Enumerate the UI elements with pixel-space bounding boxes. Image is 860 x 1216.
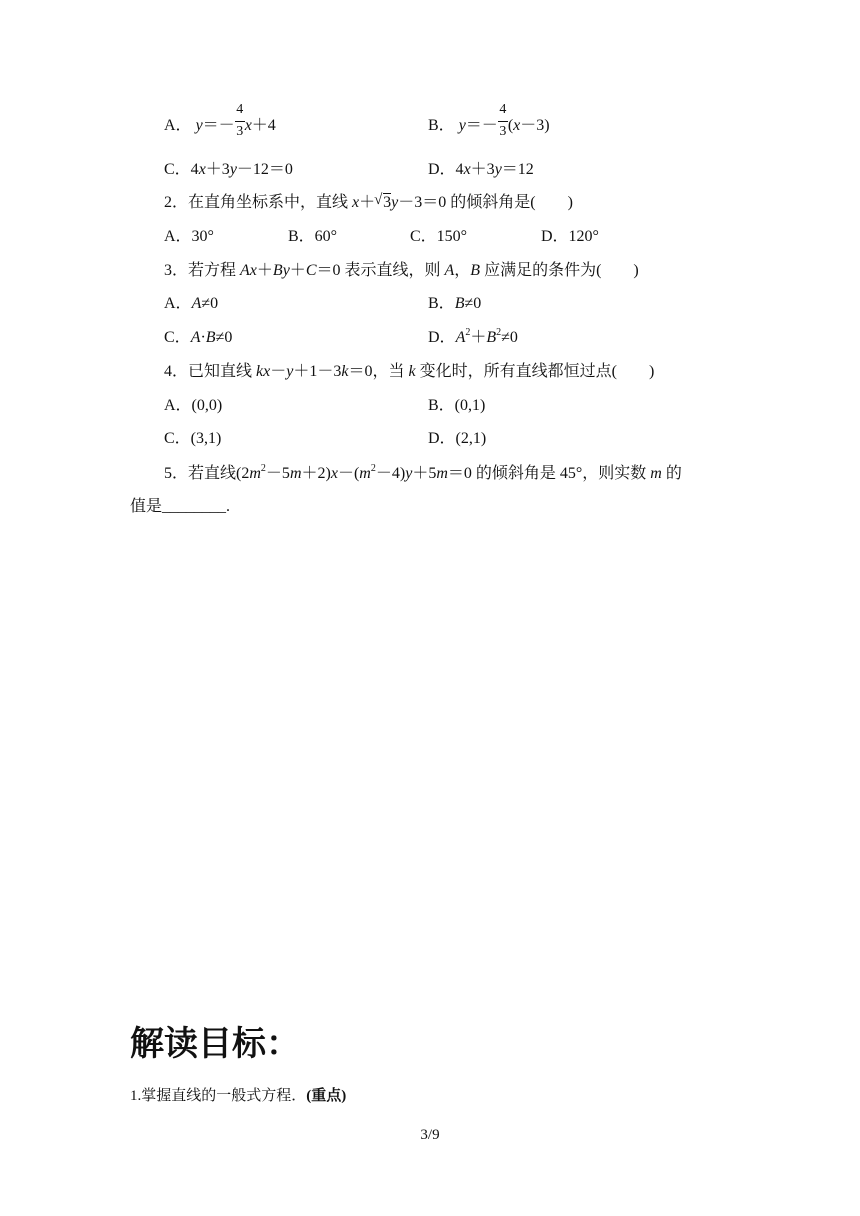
q3-stem: 3．若方程 Ax＋By＋C＝0 表示直线，则 A，B 应满足的条件为( )	[164, 262, 639, 279]
q2-option-d: D．120°	[541, 228, 599, 245]
sqrt-symbol: √ 3	[375, 192, 391, 214]
goal-item-1: 1.掌握直线的一般式方程．(重点)	[130, 1088, 347, 1104]
q4-option-b: B．(0,1)	[428, 397, 486, 414]
q3-option-c: C．A·B≠0	[164, 329, 233, 346]
q1-option-b: B． y＝－ $\frac{4}{3}$ (x－3)	[428, 102, 550, 140]
q4-option-a: A．(0,0)	[164, 397, 223, 414]
q4-option-d: D．(2,1)	[428, 430, 487, 447]
q4-stem: 4．已知直线 kx－y＋1－3k＝0，当 k 变化时，所有直线都恒过点( )	[164, 363, 655, 380]
q3-option-b: B．B≠0	[428, 295, 482, 312]
key-point-tag: (重点)	[306, 1088, 347, 1104]
q2-option-c: C．150°	[410, 228, 468, 245]
q3-option-d: D．$A^2+B^2\ne 0$	[428, 327, 518, 346]
q1-option-d: D．4x＋3y＝12	[428, 161, 534, 178]
q1-option-a: A． y＝－ $\frac{4}{3}$ x＋4	[164, 102, 276, 140]
section-heading: 解读目标：	[130, 1024, 300, 1064]
page-number: 3/9	[420, 1127, 440, 1143]
q2-option-a: A．30°	[164, 228, 214, 245]
q3-option-a: A．A≠0	[164, 295, 219, 312]
q4-option-c: C．(3,1)	[164, 430, 222, 447]
q5-stem-line1: 5．若直线$(2m^2-5m+2)x-(m^2-4)y+5m=0$ 的倾斜角是 45°，则实数 m 的	[164, 463, 682, 482]
q2-option-b: B．60°	[288, 228, 338, 245]
q5-stem-line2: 值是________.	[130, 498, 231, 515]
q2-stem: 2．在直角坐标系中，直线 x＋√ 3y－3＝0 的倾斜角是( )	[164, 192, 573, 214]
q1-option-c: C．4x＋3y－12＝0	[164, 161, 293, 178]
